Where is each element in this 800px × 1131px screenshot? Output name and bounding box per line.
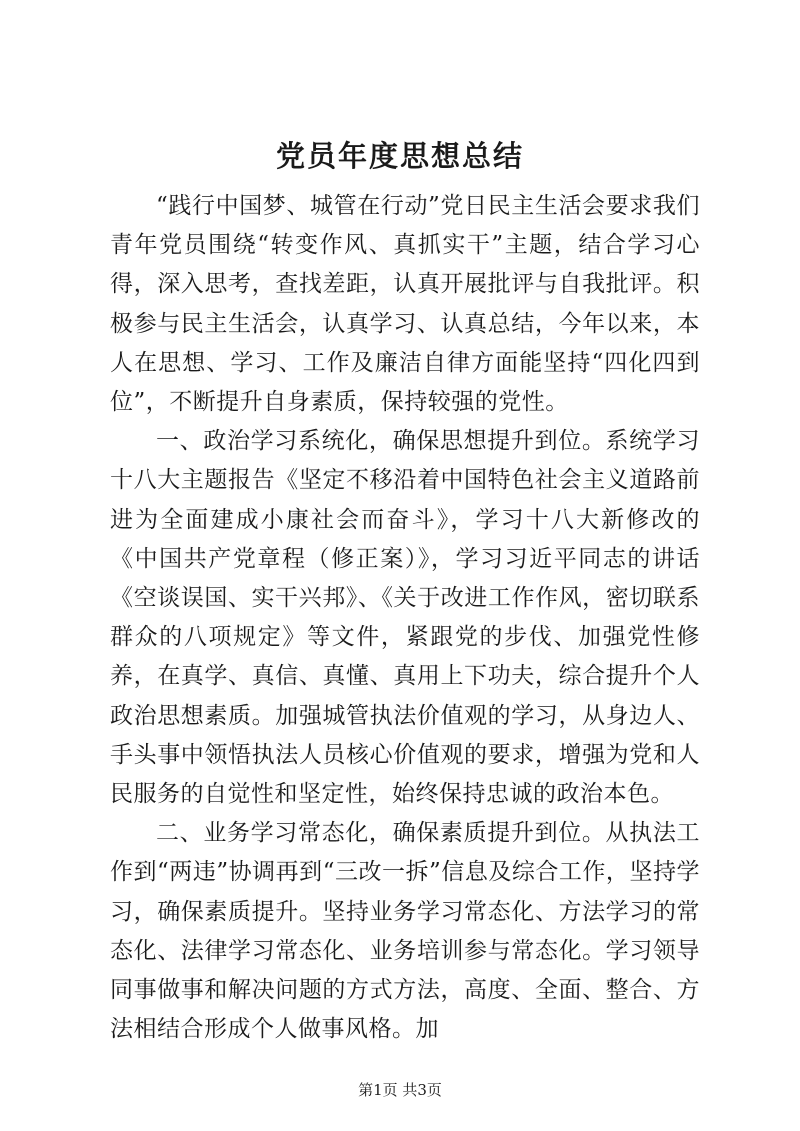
- document-title: 党员年度思想总结: [275, 139, 524, 173]
- paragraph-intro: “践行中国梦、城管在行动”党日民主生活会要求我们青年党员围绕“转变作风、真抓实干”主题，结合学习心得，深入思考，查找差距，认真开展批评与自我批评。积极参与民主生活会，认真学习、认真总结，今年以来，本人在思想、学习、工作及廉洁自律方面能坚持“四化四到位”，不断提升自身素质，保持较强的党性。: [110, 193, 700, 416]
- document-body: [110, 187, 700, 1049]
- page-footer: 第1页 共3页: [358, 1081, 442, 1099]
- paragraph-business-study: 二、业务学习常态化，确保素质提升到位。从执法工作到“两违”协调再到“三改一拆”信息及综合工作，坚持学习，确保素质提升。坚持业务学习常态化、方法学习的常态化、法律学习常态化、业务培训参与常态化。学习领导同事做事和解决问题的方式方法，高度、全面、整合、方法相结合形成个人做事风格。加: [110, 820, 700, 1043]
- paragraph-political-study: 一、政治学习系统化，确保思想提升到位。系统学习十八大主题报告《坚定不移沿着中国特色社会主义道路前进为全面建成小康社会而奋斗》，学习十八大新修改的《中国共产党章程（修正案）》，学习习近平同志的讲话《空谈误国、实干兴邦》、《关于改进工作作风，密切联系群众的八项规定》等文件，紧跟党的步伐、加强党性修养，在真学、真信、真懂、真用上下功夫，综合提升个人政治思想素质。加强城管执法价值观的学习，从身边人、手头事中领悟执法人员核心价值观的要求，增强为党和人民服务的自觉性和坚定性，始终保持忠诚的政治本色。: [110, 428, 700, 808]
